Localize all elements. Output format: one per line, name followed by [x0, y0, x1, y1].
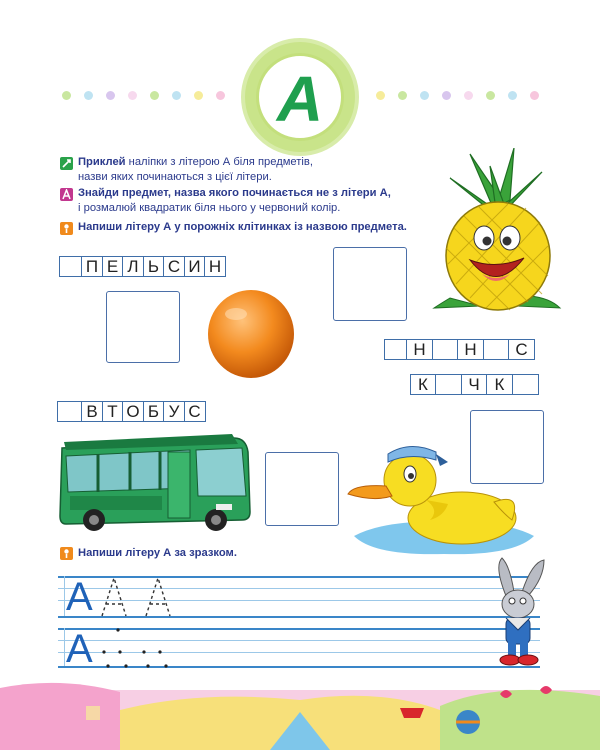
bottom-decoration	[0, 670, 600, 750]
word-orange	[60, 256, 226, 277]
big-letter: А	[276, 63, 324, 135]
cell-empty[interactable]	[57, 401, 83, 422]
pencil-icon	[60, 547, 73, 560]
bus-image	[56, 434, 252, 534]
sticker-icon	[60, 157, 73, 170]
cell-letter: Е	[102, 256, 124, 277]
sticker-square-pineapple[interactable]	[333, 247, 407, 321]
word-pineapple-row1	[385, 339, 535, 360]
cell-letter: Н	[457, 339, 484, 360]
sample-letter-row2: А	[66, 627, 93, 671]
practice-instruction: Напиши літеру А за зразком.	[78, 547, 237, 559]
bunny-image	[488, 556, 550, 668]
dotted-letters-row2[interactable]	[98, 626, 178, 670]
cell-empty[interactable]	[59, 256, 83, 277]
pencil-icon	[60, 222, 73, 235]
cell-letter: К	[410, 374, 437, 395]
orange-image	[206, 286, 296, 380]
cell-empty[interactable]	[483, 339, 510, 360]
color-icon	[60, 188, 73, 201]
letter-badge-inner	[256, 53, 344, 141]
cell-letter: Н	[406, 339, 433, 360]
cell-letter: Н	[204, 256, 226, 277]
cell-letter: В	[81, 401, 103, 422]
cell-letter: Б	[143, 401, 165, 422]
cell-letter: О	[122, 401, 144, 422]
instruction-2: Знайди предмет, назва якого починається не з літери А, і розмалюй квадратик біля нього у червоний колір.	[78, 187, 391, 214]
cell-empty[interactable]	[384, 339, 408, 360]
sticker-square-orange[interactable]	[106, 291, 180, 363]
cell-empty[interactable]	[435, 374, 462, 395]
instruction-3: Напиши літеру А у порожніх клітинках із назвою предмета.	[78, 221, 407, 233]
cell-letter: Ь	[143, 256, 165, 277]
sample-letter: А	[66, 575, 93, 619]
sticker-square-bus[interactable]	[265, 452, 339, 526]
cell-letter: С	[508, 339, 535, 360]
cell-empty[interactable]	[512, 374, 539, 395]
instruction-1: Приклей наліпки з літерою А біля предметів, назви яких починаються з цієї літери.	[78, 156, 313, 183]
cell-letter: К	[486, 374, 513, 395]
cell-letter: П	[81, 256, 103, 277]
pineapple-image	[430, 148, 564, 314]
cell-letter: С	[163, 256, 185, 277]
cell-letter: С	[184, 401, 206, 422]
cell-letter: У	[163, 401, 185, 422]
sticker-square-duck[interactable]	[470, 410, 544, 484]
cell-letter: Л	[122, 256, 144, 277]
dashed-letters-row1[interactable]	[98, 576, 178, 618]
cell-empty[interactable]	[432, 339, 459, 360]
word-bus	[58, 401, 206, 422]
word-pineapple-row2	[411, 374, 539, 395]
cell-letter: И	[184, 256, 206, 277]
cell-letter: Т	[102, 401, 124, 422]
cell-letter: Ч	[461, 374, 488, 395]
